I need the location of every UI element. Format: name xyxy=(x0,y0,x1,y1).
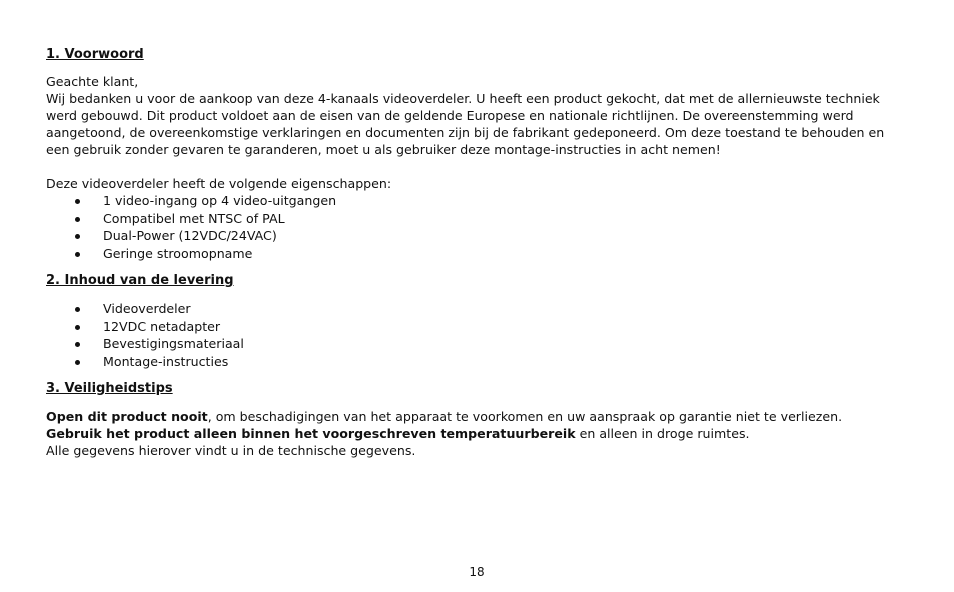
section-heading-voorwoord: 1. Voorwoord xyxy=(46,47,144,62)
bullet-icon xyxy=(75,217,80,222)
safety-tip-2-bold: Gebruik het product alleen binnen het voorgeschreven temperatuurbereik xyxy=(46,426,576,441)
section-heading-inhoud: 2. Inhoud van de levering xyxy=(46,273,234,288)
safety-tip-2-text: en alleen in droge ruimtes. xyxy=(575,426,750,441)
page-number: 18 xyxy=(469,565,485,579)
safety-tip-3: Alle gegevens hierover vindt u in de technische gegevens. xyxy=(46,443,416,458)
list-item-text: 1 video-ingang op 4 video-uitgangen xyxy=(103,193,337,208)
list-item-text: 12VDC netadapter xyxy=(103,318,221,334)
bullet-icon xyxy=(75,199,80,204)
list-item-text: Compatibel met NTSC of PAL xyxy=(103,210,285,226)
list-item xyxy=(46,245,906,263)
salutation: Geachte klant, xyxy=(46,74,139,89)
bullet-icon xyxy=(75,325,80,330)
list-item-text: Bevestigingsmateriaal xyxy=(103,336,244,351)
delivery-contents-list xyxy=(46,300,906,370)
bullet-icon xyxy=(75,307,80,312)
list-item-text: Dual-Power (12VDC/24VAC) xyxy=(103,228,277,243)
list-item-text: Videoverdeler xyxy=(103,301,191,316)
list-item xyxy=(46,210,906,228)
features-list xyxy=(46,192,906,262)
list-item xyxy=(46,300,906,318)
list-item xyxy=(46,335,906,353)
list-item xyxy=(46,192,906,210)
safety-tip-1-bold: Open dit product nooit xyxy=(46,409,208,424)
list-item xyxy=(46,318,906,336)
list-item xyxy=(46,353,906,371)
bullet-icon xyxy=(75,342,80,347)
safety-tip-2 xyxy=(46,425,906,442)
section-heading-veiligheid: 3. Veiligheidstips xyxy=(46,381,173,396)
bullet-icon xyxy=(75,252,80,257)
list-item xyxy=(46,227,906,245)
bullet-icon xyxy=(75,360,80,365)
safety-tip-1-text: , om beschadigingen van het apparaat te voorkomen en uw aanspraak op garantie niet te verliezen. xyxy=(207,409,843,424)
document-page xyxy=(46,46,906,459)
features-intro: Deze videoverdeler heeft de volgende eigenschappen: xyxy=(46,176,392,191)
list-item-text: Montage-instructies xyxy=(103,353,229,369)
intro-paragraph: Wij bedanken u voor de aankoop van deze 4-kanaals videoverdeler. U heeft een product gekocht, dat met de allernieuwste techniek werd gebouwd. Dit product voldoet aan de eisen van de geldende Europese en nationale richtlijnen. De overeenstemming werd aangetoond, de overeenkomstige verklaringen en documenten zijn bij de fabrikant gedeponeerd. Om deze toestand te behouden en een gebruik zonder gevaren te garanderen, moet u als gebruiker deze montage-instructies in acht nemen! xyxy=(46,91,885,157)
bullet-icon xyxy=(75,234,80,239)
list-item-text: Geringe stroomopname xyxy=(103,245,253,261)
safety-tip-1 xyxy=(46,408,906,425)
